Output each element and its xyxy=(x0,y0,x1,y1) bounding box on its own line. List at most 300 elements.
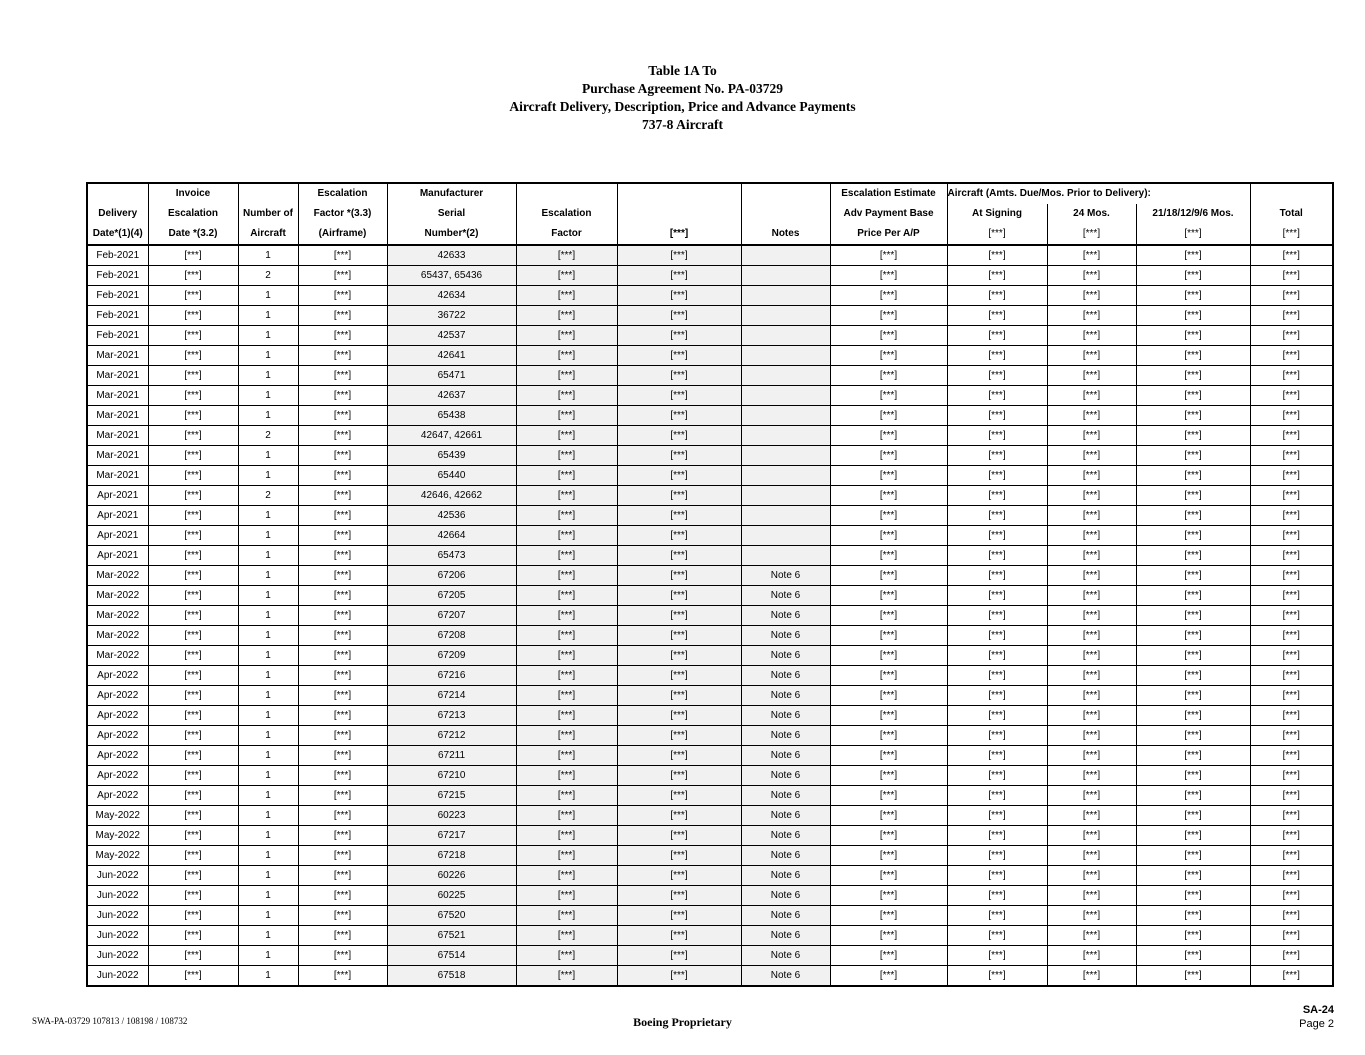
hdr-notes-2 xyxy=(741,204,830,224)
cell-invoice-date: [***] xyxy=(148,406,238,426)
cell-delivery-date: Apr-2021 xyxy=(87,486,148,506)
cell-notes xyxy=(741,546,830,566)
cell-total: [***] xyxy=(1250,946,1333,966)
hdr-total-1 xyxy=(1250,183,1333,204)
cell-21mos: [***] xyxy=(1136,546,1250,566)
cell-24mos: [***] xyxy=(1047,626,1136,646)
cell-number-aircraft: 1 xyxy=(238,766,298,786)
cell-21mos: [***] xyxy=(1136,366,1250,386)
cell-24mos: [***] xyxy=(1047,926,1136,946)
cell-redacted: [***] xyxy=(617,946,741,966)
cell-at-signing: [***] xyxy=(947,406,1047,426)
cell-invoice-date: [***] xyxy=(148,966,238,987)
cell-number-aircraft: 1 xyxy=(238,506,298,526)
cell-invoice-date: [***] xyxy=(148,626,238,646)
hdr-escfactor-3: (Airframe) xyxy=(298,224,387,245)
cell-estimate: [***] xyxy=(830,766,947,786)
cell-serial-number: 67206 xyxy=(387,566,516,586)
cell-esc-factor-airframe: [***] xyxy=(298,426,387,446)
hdr-redacted-3: [***] xyxy=(617,224,741,245)
cell-24mos: [***] xyxy=(1047,966,1136,987)
cell-serial-number: 42536 xyxy=(387,506,516,526)
cell-escalation-factor: [***] xyxy=(516,586,617,606)
cell-24mos: [***] xyxy=(1047,866,1136,886)
cell-total: [***] xyxy=(1250,326,1333,346)
cell-redacted: [***] xyxy=(617,686,741,706)
cell-number-aircraft: 1 xyxy=(238,586,298,606)
cell-21mos: [***] xyxy=(1136,386,1250,406)
cell-total: [***] xyxy=(1250,846,1333,866)
cell-notes: Note 6 xyxy=(741,966,830,987)
cell-estimate: [***] xyxy=(830,586,947,606)
cell-escalation-factor: [***] xyxy=(516,826,617,846)
cell-escalation-factor: [***] xyxy=(516,626,617,646)
cell-delivery-date: Mar-2021 xyxy=(87,446,148,466)
cell-notes: Note 6 xyxy=(741,586,830,606)
cell-serial-number: 67210 xyxy=(387,766,516,786)
cell-serial-number: 67213 xyxy=(387,706,516,726)
cell-redacted: [***] xyxy=(617,626,741,646)
cell-total: [***] xyxy=(1250,426,1333,446)
cell-at-signing: [***] xyxy=(947,726,1047,746)
cell-invoice-date: [***] xyxy=(148,586,238,606)
cell-notes xyxy=(741,346,830,366)
cell-redacted: [***] xyxy=(617,786,741,806)
cell-redacted: [***] xyxy=(617,586,741,606)
table-header xyxy=(87,183,1333,245)
cell-notes: Note 6 xyxy=(741,946,830,966)
cell-escalation-factor: [***] xyxy=(516,406,617,426)
cell-esc-factor-airframe: [***] xyxy=(298,946,387,966)
cell-total: [***] xyxy=(1250,606,1333,626)
footer-page: Page 2 xyxy=(1299,1018,1334,1030)
table-row xyxy=(87,306,1333,326)
cell-21mos: [***] xyxy=(1136,286,1250,306)
cell-serial-number: 67217 xyxy=(387,826,516,846)
cell-delivery-date: Apr-2021 xyxy=(87,506,148,526)
cell-redacted: [***] xyxy=(617,606,741,626)
cell-invoice-date: [***] xyxy=(148,646,238,666)
cell-estimate: [***] xyxy=(830,866,947,886)
cell-delivery-date: Mar-2021 xyxy=(87,466,148,486)
hdr-delivery-1 xyxy=(87,183,148,204)
hdr-estimate-3: Price Per A/P xyxy=(830,224,947,245)
cell-total: [***] xyxy=(1250,906,1333,926)
cell-invoice-date: [***] xyxy=(148,806,238,826)
hdr-estimate-2: Adv Payment Base xyxy=(830,204,947,224)
cell-number-aircraft: 1 xyxy=(238,606,298,626)
cell-24mos: [***] xyxy=(1047,666,1136,686)
cell-number-aircraft: 1 xyxy=(238,666,298,686)
hdr-escalation-1 xyxy=(516,183,617,204)
cell-serial-number: 67518 xyxy=(387,966,516,987)
cell-21mos: [***] xyxy=(1136,526,1250,546)
cell-number-aircraft: 1 xyxy=(238,566,298,586)
cell-invoice-date: [***] xyxy=(148,286,238,306)
cell-estimate: [***] xyxy=(830,286,947,306)
cell-notes: Note 6 xyxy=(741,786,830,806)
hdr-at-signing-sub: [***] xyxy=(947,224,1047,245)
cell-total: [***] xyxy=(1250,646,1333,666)
cell-redacted: [***] xyxy=(617,486,741,506)
cell-invoice-date: [***] xyxy=(148,606,238,626)
cell-serial-number: 42637 xyxy=(387,386,516,406)
cell-at-signing: [***] xyxy=(947,686,1047,706)
hdr-21mos-sub: [***] xyxy=(1136,224,1250,245)
cell-at-signing: [***] xyxy=(947,766,1047,786)
cell-escalation-factor: [***] xyxy=(516,526,617,546)
cell-estimate: [***] xyxy=(830,786,947,806)
cell-invoice-date: [***] xyxy=(148,666,238,686)
cell-estimate: [***] xyxy=(830,386,947,406)
cell-escalation-factor: [***] xyxy=(516,466,617,486)
cell-estimate: [***] xyxy=(830,526,947,546)
cell-serial-number: 65439 xyxy=(387,446,516,466)
cell-number-aircraft: 1 xyxy=(238,746,298,766)
cell-serial-number: 67514 xyxy=(387,946,516,966)
cell-number-aircraft: 1 xyxy=(238,646,298,666)
cell-invoice-date: [***] xyxy=(148,366,238,386)
cell-notes: Note 6 xyxy=(741,706,830,726)
cell-estimate: [***] xyxy=(830,706,947,726)
cell-number-aircraft: 1 xyxy=(238,866,298,886)
cell-esc-factor-airframe: [***] xyxy=(298,586,387,606)
cell-total: [***] xyxy=(1250,386,1333,406)
cell-total: [***] xyxy=(1250,286,1333,306)
cell-notes: Note 6 xyxy=(741,866,830,886)
cell-delivery-date: May-2022 xyxy=(87,806,148,826)
cell-invoice-date: [***] xyxy=(148,326,238,346)
cell-number-aircraft: 2 xyxy=(238,266,298,286)
cell-notes xyxy=(741,366,830,386)
cell-24mos: [***] xyxy=(1047,546,1136,566)
cell-at-signing: [***] xyxy=(947,426,1047,446)
cell-delivery-date: Apr-2022 xyxy=(87,766,148,786)
cell-serial-number: 67212 xyxy=(387,726,516,746)
cell-at-signing: [***] xyxy=(947,806,1047,826)
cell-esc-factor-airframe: [***] xyxy=(298,686,387,706)
cell-delivery-date: May-2022 xyxy=(87,846,148,866)
cell-24mos: [***] xyxy=(1047,726,1136,746)
cell-escalation-factor: [***] xyxy=(516,606,617,626)
cell-delivery-date: Jun-2022 xyxy=(87,866,148,886)
cell-estimate: [***] xyxy=(830,466,947,486)
cell-delivery-date: Feb-2021 xyxy=(87,286,148,306)
cell-at-signing: [***] xyxy=(947,566,1047,586)
cell-esc-factor-airframe: [***] xyxy=(298,926,387,946)
hdr-total-3: [***] xyxy=(1250,224,1333,245)
cell-esc-factor-airframe: [***] xyxy=(298,846,387,866)
cell-serial-number: 42646, 42662 xyxy=(387,486,516,506)
cell-invoice-date: [***] xyxy=(148,466,238,486)
cell-at-signing: [***] xyxy=(947,826,1047,846)
cell-escalation-factor: [***] xyxy=(516,646,617,666)
cell-invoice-date: [***] xyxy=(148,826,238,846)
cell-delivery-date: May-2022 xyxy=(87,826,148,846)
cell-21mos: [***] xyxy=(1136,846,1250,866)
cell-24mos: [***] xyxy=(1047,566,1136,586)
table-row xyxy=(87,806,1333,826)
cell-escalation-factor: [***] xyxy=(516,766,617,786)
cell-estimate: [***] xyxy=(830,346,947,366)
cell-esc-factor-airframe: [***] xyxy=(298,646,387,666)
cell-at-signing: [***] xyxy=(947,886,1047,906)
cell-escalation-factor: [***] xyxy=(516,486,617,506)
cell-24mos: [***] xyxy=(1047,846,1136,866)
cell-notes: Note 6 xyxy=(741,806,830,826)
cell-redacted: [***] xyxy=(617,546,741,566)
cell-number-aircraft: 1 xyxy=(238,326,298,346)
hdr-notes-3: Notes xyxy=(741,224,830,245)
cell-redacted: [***] xyxy=(617,566,741,586)
cell-total: [***] xyxy=(1250,566,1333,586)
cell-esc-factor-airframe: [***] xyxy=(298,326,387,346)
cell-21mos: [***] xyxy=(1136,826,1250,846)
cell-delivery-date: Jun-2022 xyxy=(87,926,148,946)
cell-delivery-date: Mar-2021 xyxy=(87,346,148,366)
cell-estimate: [***] xyxy=(830,626,947,646)
title-line-2: Purchase Agreement No. PA-03729 xyxy=(582,81,783,96)
hdr-invoice-1: Invoice xyxy=(148,183,238,204)
cell-24mos: [***] xyxy=(1047,386,1136,406)
table-row xyxy=(87,906,1333,926)
cell-number-aircraft: 1 xyxy=(238,245,298,266)
cell-esc-factor-airframe: [***] xyxy=(298,266,387,286)
cell-24mos: [***] xyxy=(1047,766,1136,786)
cell-esc-factor-airframe: [***] xyxy=(298,346,387,366)
cell-serial-number: 67216 xyxy=(387,666,516,686)
cell-24mos: [***] xyxy=(1047,306,1136,326)
cell-notes: Note 6 xyxy=(741,926,830,946)
cell-number-aircraft: 1 xyxy=(238,286,298,306)
cell-at-signing: [***] xyxy=(947,526,1047,546)
cell-number-aircraft: 1 xyxy=(238,306,298,326)
cell-notes xyxy=(741,306,830,326)
cell-at-signing: [***] xyxy=(947,786,1047,806)
cell-redacted: [***] xyxy=(617,245,741,266)
cell-notes xyxy=(741,486,830,506)
hdr-escfactor-2: Factor *(3.3) xyxy=(298,204,387,224)
cell-estimate: [***] xyxy=(830,746,947,766)
hdr-invoice-3: Date *(3.2) xyxy=(148,224,238,245)
table-row xyxy=(87,286,1333,306)
cell-redacted: [***] xyxy=(617,866,741,886)
table-row xyxy=(87,346,1333,366)
cell-serial-number: 60225 xyxy=(387,886,516,906)
table-row xyxy=(87,466,1333,486)
cell-24mos: [***] xyxy=(1047,886,1136,906)
cell-number-aircraft: 1 xyxy=(238,926,298,946)
cell-esc-factor-airframe: [***] xyxy=(298,886,387,906)
cell-at-signing: [***] xyxy=(947,366,1047,386)
cell-24mos: [***] xyxy=(1047,406,1136,426)
cell-estimate: [***] xyxy=(830,966,947,987)
cell-estimate: [***] xyxy=(830,826,947,846)
cell-number-aircraft: 1 xyxy=(238,446,298,466)
cell-invoice-date: [***] xyxy=(148,546,238,566)
cell-notes xyxy=(741,245,830,266)
cell-at-signing: [***] xyxy=(947,346,1047,366)
cell-delivery-date: Apr-2022 xyxy=(87,726,148,746)
cell-escalation-factor: [***] xyxy=(516,946,617,966)
cell-invoice-date: [***] xyxy=(148,706,238,726)
cell-21mos: [***] xyxy=(1136,686,1250,706)
cell-invoice-date: [***] xyxy=(148,386,238,406)
cell-delivery-date: Apr-2022 xyxy=(87,686,148,706)
table-row xyxy=(87,546,1333,566)
cell-estimate: [***] xyxy=(830,486,947,506)
cell-esc-factor-airframe: [***] xyxy=(298,826,387,846)
cell-estimate: [***] xyxy=(830,886,947,906)
cell-notes: Note 6 xyxy=(741,666,830,686)
cell-number-aircraft: 1 xyxy=(238,386,298,406)
cell-notes xyxy=(741,386,830,406)
cell-escalation-factor: [***] xyxy=(516,506,617,526)
cell-21mos: [***] xyxy=(1136,806,1250,826)
cell-at-signing: [***] xyxy=(947,486,1047,506)
cell-redacted: [***] xyxy=(617,646,741,666)
cell-number-aircraft: 1 xyxy=(238,946,298,966)
cell-total: [***] xyxy=(1250,245,1333,266)
cell-total: [***] xyxy=(1250,446,1333,466)
cell-serial-number: 65471 xyxy=(387,366,516,386)
table-row xyxy=(87,266,1333,286)
cell-redacted: [***] xyxy=(617,386,741,406)
cell-serial-number: 65473 xyxy=(387,546,516,566)
cell-invoice-date: [***] xyxy=(148,526,238,546)
cell-at-signing: [***] xyxy=(947,626,1047,646)
cell-at-signing: [***] xyxy=(947,546,1047,566)
hdr-number-1 xyxy=(238,183,298,204)
cell-redacted: [***] xyxy=(617,326,741,346)
hdr-msn-1: Manufacturer xyxy=(387,183,516,204)
cell-serial-number: 67520 xyxy=(387,906,516,926)
cell-serial-number: 65438 xyxy=(387,406,516,426)
cell-invoice-date: [***] xyxy=(148,786,238,806)
cell-escalation-factor: [***] xyxy=(516,686,617,706)
cell-total: [***] xyxy=(1250,366,1333,386)
cell-at-signing: [***] xyxy=(947,306,1047,326)
cell-invoice-date: [***] xyxy=(148,866,238,886)
cell-delivery-date: Mar-2022 xyxy=(87,566,148,586)
hdr-delivery-3: Date*(1)(4) xyxy=(87,224,148,245)
cell-at-signing: [***] xyxy=(947,326,1047,346)
cell-esc-factor-airframe: [***] xyxy=(298,245,387,266)
table-row xyxy=(87,626,1333,646)
cell-number-aircraft: 1 xyxy=(238,726,298,746)
cell-esc-factor-airframe: [***] xyxy=(298,306,387,326)
cell-number-aircraft: 1 xyxy=(238,846,298,866)
cell-redacted: [***] xyxy=(617,806,741,826)
cell-invoice-date: [***] xyxy=(148,566,238,586)
cell-delivery-date: Apr-2021 xyxy=(87,526,148,546)
cell-total: [***] xyxy=(1250,706,1333,726)
cell-21mos: [***] xyxy=(1136,466,1250,486)
cell-24mos: [***] xyxy=(1047,446,1136,466)
cell-redacted: [***] xyxy=(617,426,741,446)
cell-24mos: [***] xyxy=(1047,806,1136,826)
table-row xyxy=(87,606,1333,626)
hdr-24mos: 24 Mos. xyxy=(1047,204,1136,224)
table-row xyxy=(87,926,1333,946)
cell-at-signing: [***] xyxy=(947,506,1047,526)
cell-redacted: [***] xyxy=(617,286,741,306)
cell-esc-factor-airframe: [***] xyxy=(298,446,387,466)
cell-estimate: [***] xyxy=(830,266,947,286)
cell-estimate: [***] xyxy=(830,406,947,426)
cell-escalation-factor: [***] xyxy=(516,786,617,806)
cell-21mos: [***] xyxy=(1136,866,1250,886)
cell-esc-factor-airframe: [***] xyxy=(298,546,387,566)
cell-24mos: [***] xyxy=(1047,586,1136,606)
cell-invoice-date: [***] xyxy=(148,346,238,366)
table-row xyxy=(87,686,1333,706)
cell-estimate: [***] xyxy=(830,806,947,826)
cell-redacted: [***] xyxy=(617,706,741,726)
cell-redacted: [***] xyxy=(617,266,741,286)
cell-serial-number: 67214 xyxy=(387,686,516,706)
cell-24mos: [***] xyxy=(1047,786,1136,806)
cell-estimate: [***] xyxy=(830,906,947,926)
cell-21mos: [***] xyxy=(1136,766,1250,786)
cell-24mos: [***] xyxy=(1047,526,1136,546)
cell-estimate: [***] xyxy=(830,566,947,586)
cell-escalation-factor: [***] xyxy=(516,386,617,406)
cell-serial-number: 67211 xyxy=(387,746,516,766)
cell-escalation-factor: [***] xyxy=(516,326,617,346)
cell-21mos: [***] xyxy=(1136,346,1250,366)
cell-number-aircraft: 2 xyxy=(238,486,298,506)
cell-escalation-factor: [***] xyxy=(516,906,617,926)
hdr-escalation-2: Escalation xyxy=(516,204,617,224)
cell-invoice-date: [***] xyxy=(148,726,238,746)
cell-escalation-factor: [***] xyxy=(516,966,617,987)
cell-delivery-date: Feb-2021 xyxy=(87,266,148,286)
cell-notes xyxy=(741,446,830,466)
footer-proprietary: Boeing Proprietary xyxy=(633,1015,732,1029)
footer-page-info xyxy=(1299,1003,1334,1031)
cell-esc-factor-airframe: [***] xyxy=(298,966,387,987)
cell-21mos: [***] xyxy=(1136,726,1250,746)
cell-delivery-date: Mar-2022 xyxy=(87,606,148,626)
cell-at-signing: [***] xyxy=(947,266,1047,286)
cell-serial-number: 67209 xyxy=(387,646,516,666)
hdr-msn-3: Number*(2) xyxy=(387,224,516,245)
cell-estimate: [***] xyxy=(830,306,947,326)
cell-invoice-date: [***] xyxy=(148,506,238,526)
hdr-number-2: Number of xyxy=(238,204,298,224)
cell-esc-factor-airframe: [***] xyxy=(298,566,387,586)
cell-estimate: [***] xyxy=(830,926,947,946)
table-row xyxy=(87,946,1333,966)
cell-serial-number: 67208 xyxy=(387,626,516,646)
cell-estimate: [***] xyxy=(830,946,947,966)
cell-delivery-date: Jun-2022 xyxy=(87,946,148,966)
cell-delivery-date: Jun-2022 xyxy=(87,886,148,906)
cell-21mos: [***] xyxy=(1136,306,1250,326)
cell-estimate: [***] xyxy=(830,646,947,666)
cell-at-signing: [***] xyxy=(947,866,1047,886)
cell-21mos: [***] xyxy=(1136,646,1250,666)
cell-21mos: [***] xyxy=(1136,326,1250,346)
table-row xyxy=(87,406,1333,426)
cell-number-aircraft: 1 xyxy=(238,526,298,546)
cell-24mos: [***] xyxy=(1047,826,1136,846)
cell-escalation-factor: [***] xyxy=(516,306,617,326)
cell-estimate: [***] xyxy=(830,726,947,746)
cell-24mos: [***] xyxy=(1047,746,1136,766)
cell-notes: Note 6 xyxy=(741,606,830,626)
